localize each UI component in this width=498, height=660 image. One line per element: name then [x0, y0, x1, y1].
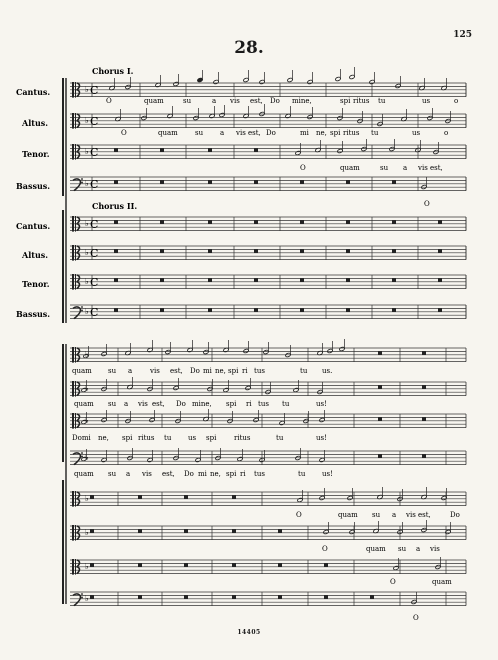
rest-icon [184, 529, 188, 532]
lyrics-cantus-s2 [72, 367, 332, 375]
c-clef-icon [72, 559, 80, 575]
svg-text:tu: tu [164, 434, 172, 442]
svg-text:est,: est, [162, 470, 175, 478]
svg-text:us!: us! [316, 400, 327, 408]
svg-text:Do: Do [266, 129, 276, 137]
c-clef-icon [72, 525, 80, 541]
flat-icon: ♭ [85, 178, 89, 188]
svg-text:vis est,: vis est, [418, 164, 443, 172]
staff [70, 177, 466, 191]
svg-text:quam: quam [72, 367, 92, 375]
svg-text:ritus: ritus [353, 97, 370, 105]
part-label-tenor: Tenor. [22, 149, 50, 159]
staff [70, 347, 466, 363]
rest-icon [300, 249, 304, 252]
svg-text:est,: est, [170, 367, 183, 375]
rest-icon [208, 278, 212, 281]
plate-number: 14405 [237, 629, 261, 636]
rest-icon [208, 308, 212, 311]
flat-icon: ♭ [85, 415, 89, 425]
part-label-tenor-2: Tenor. [22, 279, 50, 289]
svg-text:mine,: mine, [192, 400, 212, 408]
svg-text:vis est,: vis est, [236, 129, 261, 137]
rest-icon [346, 278, 350, 281]
svg-text:ne,: ne, [215, 367, 226, 375]
rest-icon [160, 249, 164, 252]
svg-text:ne,: ne, [98, 434, 109, 442]
svg-text:ritus: ritus [343, 129, 360, 137]
svg-text:mi: mi [198, 470, 207, 478]
rest-icon [254, 249, 258, 252]
rest-icon [90, 563, 94, 566]
flat-icon: ♭ [85, 383, 89, 393]
svg-text:est,: est, [152, 400, 165, 408]
rest-icon [300, 220, 304, 223]
staff [70, 451, 466, 465]
lyrics-bassus-1 [424, 200, 430, 208]
rest-icon [114, 220, 118, 223]
svg-text:Do: Do [450, 511, 460, 519]
rest-icon [160, 308, 164, 311]
svg-text:O: O [322, 545, 328, 553]
common-time-icon: C [90, 276, 99, 289]
svg-text:ri: ri [242, 367, 248, 375]
flat-icon: ♭ [85, 493, 89, 503]
c-clef-icon [72, 491, 80, 507]
rest-icon [378, 385, 382, 388]
part-label-bassus: Bassus. [16, 181, 51, 191]
svg-text:a: a [126, 470, 131, 478]
rest-icon [184, 495, 188, 498]
flat-icon: ♭ [85, 561, 89, 571]
rest-icon [208, 148, 212, 151]
svg-text:a: a [128, 367, 133, 375]
svg-text:quam: quam [74, 470, 94, 478]
svg-text:spi: spi [226, 400, 237, 408]
part-label-altus: Altus. [22, 118, 49, 128]
c-clef-icon [72, 413, 80, 429]
svg-text:mine,: mine, [292, 97, 312, 105]
svg-text:ne,: ne, [316, 129, 327, 137]
lyrics-choir2-altus-s2 [322, 545, 440, 553]
rest-icon [346, 249, 350, 252]
common-time-icon: C [90, 218, 99, 231]
flat-icon: ♭ [85, 276, 89, 286]
svg-text:O: O [424, 200, 430, 208]
staff [70, 491, 466, 507]
rest-icon [392, 249, 396, 252]
rest-icon [370, 595, 374, 598]
svg-text:Do: Do [190, 367, 200, 375]
choir-1-label: Chorus I. [92, 66, 134, 76]
flat-icon: ♭ [85, 349, 89, 359]
svg-text:us: us [422, 97, 431, 105]
part-label-cantus-2: Cantus. [16, 221, 51, 231]
rest-icon [90, 595, 94, 598]
svg-text:tus: tus [258, 400, 269, 408]
svg-text:vis: vis [150, 367, 160, 375]
svg-text:quam: quam [74, 400, 94, 408]
rest-icon [208, 249, 212, 252]
svg-text:us.: us. [322, 367, 333, 375]
rest-icon [138, 495, 142, 498]
rest-icon [278, 529, 282, 532]
common-time-icon: C [90, 115, 99, 128]
system-2 [63, 339, 466, 622]
svg-text:O: O [121, 129, 127, 137]
flat-icon: ♭ [85, 306, 89, 316]
rest-icon [232, 495, 236, 498]
f-clef-icon [73, 593, 83, 605]
rest-icon [90, 529, 94, 532]
svg-text:quam: quam [432, 578, 452, 586]
staff [70, 305, 466, 319]
rest-icon [278, 595, 282, 598]
flat-icon: ♭ [85, 247, 89, 257]
choir-2-label: Chorus II. [92, 201, 138, 211]
svg-text:tus: tus [254, 470, 265, 478]
svg-text:a: a [403, 164, 408, 172]
svg-text:O: O [296, 511, 302, 519]
common-time-icon: C [90, 84, 99, 97]
lyrics-altus-1 [121, 129, 448, 137]
staff [70, 274, 466, 290]
rest-icon [378, 351, 382, 354]
rest-icon [392, 278, 396, 281]
svg-text:vis: vis [142, 470, 152, 478]
rest-icon [422, 385, 426, 388]
svg-text:a: a [124, 400, 129, 408]
rest-icon [378, 454, 382, 457]
svg-text:est,: est, [250, 97, 263, 105]
common-time-icon: C [90, 146, 99, 159]
rest-icon [438, 308, 442, 311]
rest-icon [392, 220, 396, 223]
svg-text:mi: mi [203, 367, 212, 375]
svg-text:quam: quam [338, 511, 358, 519]
part-label-altus-2: Altus. [22, 250, 49, 260]
flat-icon: ♭ [85, 593, 89, 603]
rest-icon [114, 148, 118, 151]
c-clef-icon [72, 113, 80, 129]
svg-text:o: o [444, 129, 449, 137]
rest-icon [346, 308, 350, 311]
svg-text:vis: vis [138, 400, 148, 408]
rest-icon [160, 180, 164, 183]
rest-icon [378, 417, 382, 420]
part-label-cantus: Cantus. [16, 87, 51, 97]
svg-text:tu: tu [282, 400, 290, 408]
svg-text:o: o [454, 97, 459, 105]
rest-icon [254, 180, 258, 183]
rest-icon [438, 278, 442, 281]
rest-icon [278, 563, 282, 566]
common-time-icon: C [90, 178, 99, 191]
svg-text:O: O [300, 164, 306, 172]
svg-text:su: su [108, 470, 117, 478]
svg-text:spi: spi [228, 367, 239, 375]
rest-icon [346, 220, 350, 223]
svg-text:vis: vis [430, 545, 440, 553]
f-clef-icon [73, 178, 83, 190]
flat-icon: ♭ [85, 218, 89, 228]
c-clef-icon [72, 381, 80, 397]
svg-text:tu: tu [300, 367, 308, 375]
rest-icon [346, 180, 350, 183]
svg-text:Do: Do [176, 400, 186, 408]
svg-text:vis: vis [230, 97, 240, 105]
staff [70, 525, 466, 541]
rest-icon [138, 595, 142, 598]
notes-system-2 [81, 339, 451, 604]
rest-icon [438, 220, 442, 223]
svg-text:us!: us! [316, 434, 327, 442]
c-clef-icon [72, 82, 80, 98]
svg-text:a: a [392, 511, 397, 519]
svg-text:Domi: Domi [72, 434, 91, 442]
c-clef-icon [72, 144, 80, 160]
c-clef-icon [72, 245, 80, 261]
rest-icon [232, 529, 236, 532]
c-clef-icon [72, 347, 80, 363]
svg-text:O: O [390, 578, 396, 586]
svg-text:O: O [413, 614, 419, 622]
c-clef-icon [72, 216, 80, 232]
svg-text:Do: Do [270, 97, 280, 105]
common-time-icon: C [90, 247, 99, 260]
svg-text:tu: tu [276, 434, 284, 442]
svg-text:Do: Do [184, 470, 194, 478]
rest-icon [90, 495, 94, 498]
system-1 [16, 66, 466, 323]
lyrics-cantus-1 [106, 97, 458, 105]
staff [70, 559, 466, 575]
svg-text:ritus: ritus [234, 434, 251, 442]
svg-text:spi: spi [226, 470, 237, 478]
flat-icon: ♭ [85, 84, 89, 94]
lyrics-tenor-s2 [72, 434, 327, 442]
staff [70, 592, 466, 606]
rest-icon [184, 563, 188, 566]
svg-text:su: su [108, 367, 117, 375]
common-time-icon: C [90, 306, 99, 319]
svg-text:su: su [108, 400, 117, 408]
rest-icon [160, 278, 164, 281]
staff [70, 245, 466, 261]
rest-icon [114, 249, 118, 252]
staff [70, 413, 466, 429]
lyrics-choir2-cantus-s2 [296, 511, 460, 519]
svg-text:su: su [398, 545, 407, 553]
lyrics-choir2-bassus-s2 [413, 614, 419, 622]
rest-icon [422, 351, 426, 354]
svg-text:tu: tu [298, 470, 306, 478]
svg-text:us!: us! [322, 470, 333, 478]
svg-text:su: su [195, 129, 204, 137]
svg-text:quam: quam [366, 545, 386, 553]
rest-icon [422, 454, 426, 457]
rest-icon [114, 278, 118, 281]
lyrics-choir2-tenor-s2 [390, 578, 452, 586]
svg-text:su: su [183, 97, 192, 105]
rest-icon [232, 595, 236, 598]
svg-text:mi: mi [300, 129, 309, 137]
svg-text:vis est,: vis est, [406, 511, 431, 519]
rest-icon [160, 148, 164, 151]
part-label-bassus-2: Bassus. [16, 309, 51, 319]
rest-icon [300, 278, 304, 281]
flat-icon: ♭ [85, 452, 89, 462]
rest-icon [392, 180, 396, 183]
piece-number: 28. [234, 38, 264, 58]
rest-icon [254, 278, 258, 281]
svg-text:us: us [412, 129, 421, 137]
svg-text:O: O [106, 97, 112, 105]
svg-text:tu: tu [378, 97, 386, 105]
svg-text:tus: tus [254, 367, 265, 375]
svg-text:ri: ri [246, 400, 252, 408]
rest-icon [254, 308, 258, 311]
svg-text:spi: spi [122, 434, 133, 442]
lyrics-tenor-1 [300, 164, 443, 172]
rest-icon [254, 148, 258, 151]
rest-icon [114, 308, 118, 311]
c-clef-icon [72, 274, 80, 290]
svg-text:su: su [372, 511, 381, 519]
flat-icon: ♭ [85, 146, 89, 156]
rest-icon [324, 595, 328, 598]
rest-icon [232, 563, 236, 566]
lyrics-bassus-s2 [74, 470, 333, 478]
svg-text:spi: spi [340, 97, 351, 105]
svg-text:su: su [380, 164, 389, 172]
staff [70, 144, 466, 160]
page-number: 125 [453, 30, 472, 40]
flat-icon: ♭ [85, 527, 89, 537]
flat-icon: ♭ [85, 115, 89, 125]
svg-text:quam: quam [158, 129, 178, 137]
staff [70, 82, 466, 98]
rest-icon [422, 417, 426, 420]
svg-text:spi: spi [206, 434, 217, 442]
rest-icon [208, 220, 212, 223]
svg-text:quam: quam [144, 97, 164, 105]
svg-text:ne,: ne, [210, 470, 221, 478]
svg-text:spi: spi [330, 129, 341, 137]
svg-text:ri: ri [240, 470, 246, 478]
staff [70, 216, 466, 232]
svg-text:a: a [416, 545, 421, 553]
svg-text:us: us [188, 434, 197, 442]
rest-icon [254, 220, 258, 223]
svg-text:a: a [212, 97, 217, 105]
svg-text:a: a [220, 129, 225, 137]
rest-icon [300, 180, 304, 183]
rest-icon [300, 308, 304, 311]
svg-text:ritus: ritus [138, 434, 155, 442]
f-clef-icon [73, 306, 83, 318]
rest-icon [392, 308, 396, 311]
rest-icon [138, 529, 142, 532]
svg-text:quam: quam [340, 164, 360, 172]
lyrics-altus-s2 [74, 400, 327, 408]
rest-icon [160, 220, 164, 223]
rest-icon [138, 563, 142, 566]
rest-icon [438, 249, 442, 252]
rest-icon [114, 180, 118, 183]
rest-icon [324, 563, 328, 566]
rest-icon [208, 180, 212, 183]
svg-text:tu: tu [371, 129, 379, 137]
rest-icon [184, 595, 188, 598]
